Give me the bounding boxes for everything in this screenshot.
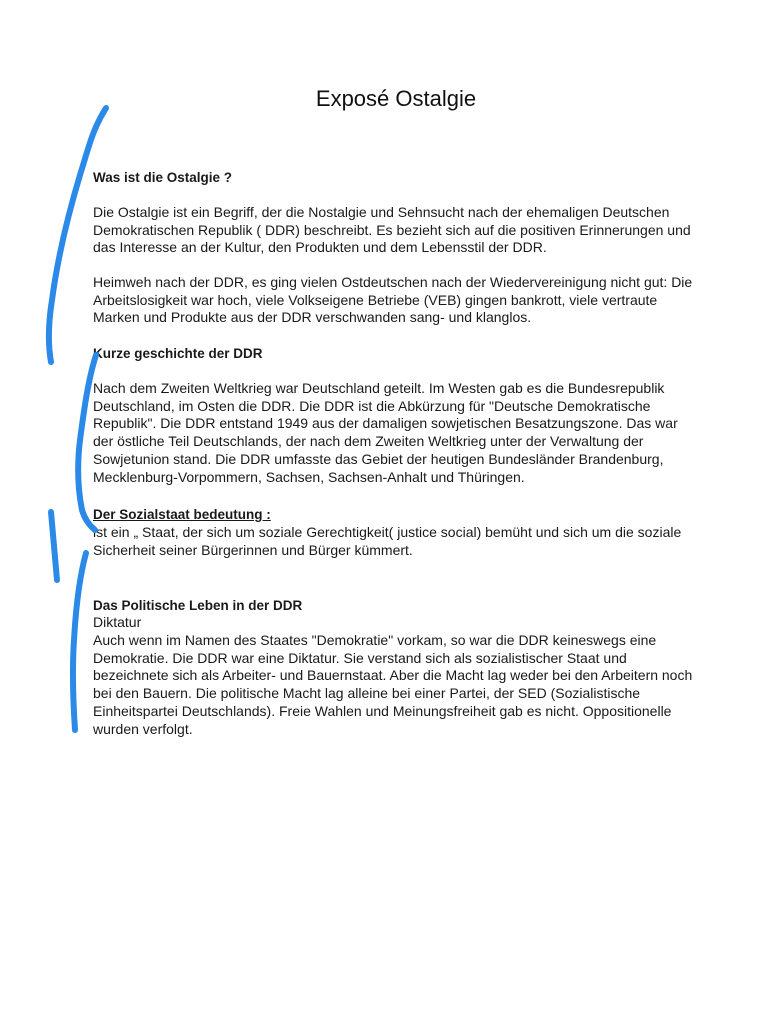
annotation-tick-3 xyxy=(51,512,57,580)
section-heading-geschichte: Kurze geschichte der DDR xyxy=(93,346,263,361)
paragraph-ostalgie-definition: Die Ostalgie ist ein Begriff, der die Nostalgie und Sehnsucht nach der ehemaligen Deutschen Demokratischen Republik ( DDR) beschreibt. Es bezieht sich auf die positiven Erinnerungen und das Interesse an der Kultur, den Produkten und dem Lebensstil der DDR. xyxy=(93,204,691,256)
annotation-bracket-4 xyxy=(73,553,86,730)
document-title: Exposé Ostalgie xyxy=(315,86,477,111)
subheading-diktatur: Diktatur xyxy=(93,614,142,630)
paragraph-geschichte: Nach dem Zweiten Weltkrieg war Deutschland geteilt. Im Westen gab es die Bundesrepublik Deutschland, im Osten die DDR. Die DDR ist die Abkürzung für "Deutsche Demokratische Republik". Die DDR entstand 1949 aus der damaligen sowjetischen Besatzungszone. Das war der östliche Teil Deutschlands, der nach dem Zweiten Weltkrieg unter der Verwaltung der Sowjetunion stand. Die DDR umfasste das Gebiet der heutigen Bundesländer Brandenburg, Mecklenburg-Vorpommern, Sachsen, Sachsen-Anhalt und Thüringen. xyxy=(93,380,678,485)
paragraph-heimweh: Heimweh nach der DDR, es ging vielen Ostdeutschen nach der Wiedervereinigung nicht gut: Die Arbeitslosigkeit war hoch, viele Volkseigene Betriebe (VEB) gingen bankrott, viele vertraute Marken und Produkte aus der DDR verschwanden sang- und klanglos. xyxy=(93,274,693,326)
paragraph-sozialstaat: ist ein „ Staat, der sich um soziale Gerechtigkeit( justice social) bemüht und sich um die soziale Sicherheit seiner Bürgerinnen und Bürger kümmert. xyxy=(93,524,682,558)
section-heading-ostalgie: Was ist die Ostalgie ? xyxy=(93,170,233,185)
section-heading-sozialstaat: Der Sozialstaat bedeutung : xyxy=(93,507,271,522)
paragraph-politik: Auch wenn im Namen des Staates "Demokratie" vorkam, so war die DDR keineswegs eine Demokratie. Die DDR war eine Diktatur. Sie verstand sich als sozialistischer Staat und bezeichnete sich als Arbeiter- und Bauernstaat. Aber die Macht lag weder bei den Arbeitern noch bei den Bauern. Die politische Macht lag alleine bei einer Partei, der SED (Sozialistische Einheitspartei Deutschlands). Freie Wahlen und Meinungsfreiheit gab es nicht. Oppositionelle wurden verfolgt. xyxy=(93,632,693,737)
section-heading-politik: Das Politische Leben in der DDR xyxy=(93,598,303,613)
